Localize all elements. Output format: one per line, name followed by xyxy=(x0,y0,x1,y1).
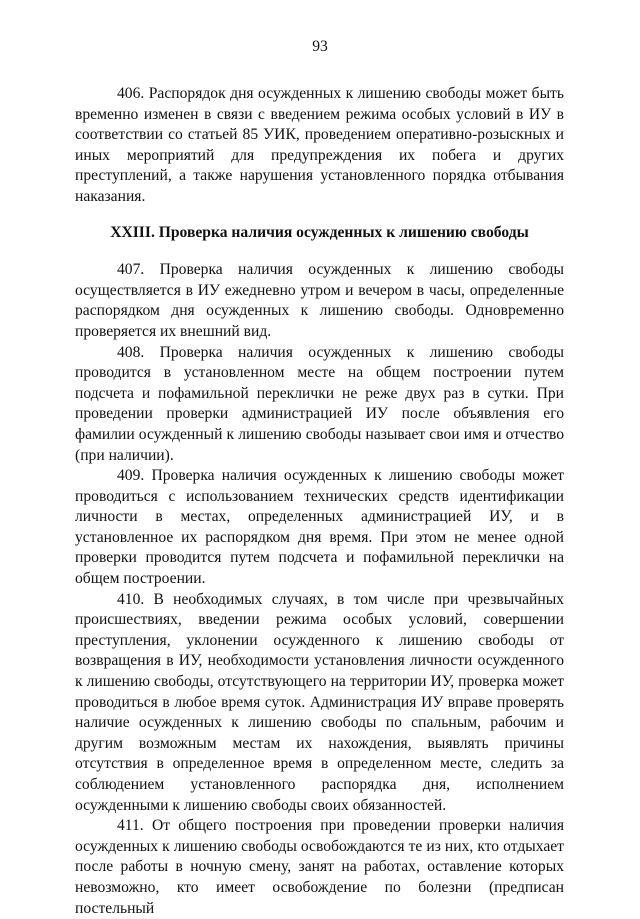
paragraph-406: 406. Распорядок дня осужденных к лишению свободы может быть временно изменен в связи с введением режима особых условий в ИУ в соответствии со статьей 85 УИК, проведением оперативно-розыскных и иных мероприятий для предупреждения их побега и других преступлений, а также нарушения установленного порядка отбывания наказания. xyxy=(75,85,564,205)
paragraph-411: 411. От общего построения при проведении проверки наличия осужденных к лишению свободы освобождаются те из них, кто отдыхает после работы в ночную смену, занят на работах, оставление которых невозможно, кто имеет освобождение по болезни (предписан постельный xyxy=(75,817,564,917)
page-number: 93 xyxy=(312,38,328,55)
paragraph-410: 410. В необходимых случаях, в том числе при чрезвычайных происшествиях, введении режима особых условий, совершении преступления, уклонении осужденного к лишению свободы от возвращения в ИУ, необходимости установления личности осужденного к лишению свободы, отсутствующего на территории ИУ, проверка может проводиться в любое время суток. Администрация ИУ вправе проверять наличие осужденных к лишению свободы по спальным, рабочим и другим возможным местам их нахождения, выявлять причины отсутствия в определенное время в определенном месте, следить за соблюдением установленного распорядка дня, исполнением осужденными к лишению свободы своих обязанностей. xyxy=(75,590,564,814)
paragraph-407: 407. Проверка наличия осужденных к лишению свободы осуществляется в ИУ ежедневно утром и вечером в часы, определенные распорядком дня осужденных к лишению свободы. Одновременно проверяется их внешний вид. xyxy=(75,261,564,340)
page-body xyxy=(75,84,564,919)
paragraph-408: 408. Проверка наличия осужденных к лишению свободы проводится в установленном месте на общем построении путем подсчета и пофамильной переклички не реже двух раз в сутки. При проведении проверки администрацией ИУ после объявления его фамилии осужденный к лишению свободы называет свои имя и отчество (при наличии). xyxy=(75,343,564,464)
section-heading: XXIII. Проверка наличия осужденных к лишению свободы xyxy=(110,223,529,241)
paragraph-409: 409. Проверка наличия осужденных к лишению свободы может проводиться с использованием технических средств идентификации личности в местах, определенных администрацией ИУ, и в установленное их распорядком дня время. При этом не менее одной проверки проводится путем подсчета и пофамильной переклички на общем построении. xyxy=(75,467,564,588)
